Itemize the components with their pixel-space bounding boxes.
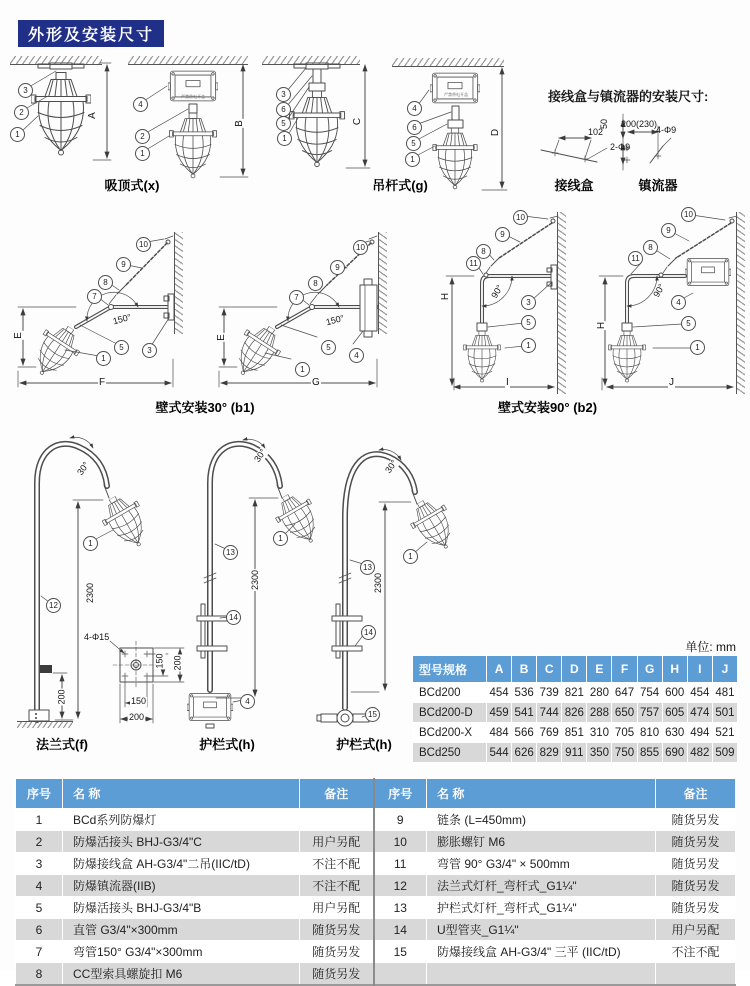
dim-value: 851 — [562, 723, 587, 743]
caption-ballast: 镇流器 — [638, 178, 678, 193]
callout-5: 5 — [681, 316, 696, 331]
part-name: 护栏式灯杆_弯杆式_G1¼" — [427, 897, 656, 919]
parts-table-header-row — [16, 779, 736, 809]
dim-150: 150 — [131, 696, 147, 706]
dim-value: 482 — [687, 743, 712, 763]
dim-col-header: C — [537, 656, 562, 683]
page-title-bar — [18, 20, 164, 47]
dim-value: 750 — [612, 743, 637, 763]
angle-30: 30° — [75, 459, 92, 477]
dim-value: 647 — [612, 683, 637, 703]
callout-4: 4 — [349, 348, 364, 363]
callout-8: 8 — [308, 276, 323, 291]
dim-col-header: I — [687, 656, 712, 683]
dim-col-header: H — [662, 656, 687, 683]
page-title: 外形及安装尺寸 — [27, 27, 154, 44]
callout-1: 1 — [277, 131, 292, 146]
parts-table — [15, 778, 736, 986]
dim-value: 826 — [562, 703, 587, 723]
callout-6: 6 — [276, 102, 291, 117]
dim-F: F — [99, 377, 106, 388]
dim-200-230: 200(230) — [621, 119, 658, 129]
parts-col-header: 备注 — [300, 779, 374, 809]
model-name: BCd200-D — [413, 703, 487, 723]
callout-4: 4 — [407, 101, 422, 116]
part-name: BCd系列防爆灯 — [63, 809, 300, 831]
caption-wall30: 壁式安装30° (b1) — [155, 400, 255, 415]
parts-table-row — [16, 875, 736, 897]
caption-junction-box: 接线盒 — [554, 178, 594, 193]
parts-col-header: 名 称 — [63, 779, 300, 809]
parts-col-header: 序号 — [16, 779, 63, 809]
part-note: 随货另发 — [300, 963, 374, 986]
callout-1: 1 — [521, 338, 536, 353]
dim-value: 810 — [637, 723, 662, 743]
callout-12: 12 — [46, 598, 61, 613]
dim-value: 911 — [562, 743, 587, 763]
parts-table-row — [16, 831, 736, 853]
dim-H: H — [596, 321, 608, 330]
dim-value: 650 — [612, 703, 637, 723]
part-no: 11 — [374, 853, 427, 875]
callout-7: 7 — [289, 290, 304, 305]
dim-value: 544 — [487, 743, 512, 763]
part-name: CC型索具螺旋扣 M6 — [63, 963, 300, 986]
dim-2300: 2300 — [250, 569, 261, 590]
part-no: 12 — [374, 875, 427, 897]
part-no: 8 — [16, 963, 63, 986]
part-name: 法兰式灯杆_弯杆式_G1¼" — [427, 875, 656, 897]
dim-table-row — [413, 723, 738, 743]
dim-50: 50 — [599, 118, 610, 129]
parts-col-header: 序号 — [374, 779, 427, 809]
part-no: 2 — [16, 831, 63, 853]
part-note: 用户另配 — [300, 897, 374, 919]
leader-lines — [477, 216, 552, 348]
dim-value: 821 — [562, 683, 587, 703]
callout-11: 11 — [466, 256, 481, 271]
callout-9: 9 — [116, 257, 131, 272]
dim-A: A — [86, 112, 98, 119]
callout-5: 5 — [521, 315, 536, 330]
callout-2: 2 — [135, 129, 150, 144]
dim-col-header: B — [512, 656, 537, 683]
leader-lines — [265, 241, 369, 359]
callout-1: 1 — [83, 536, 98, 551]
caption-guardrail-2: 护栏式(h) — [336, 737, 392, 752]
dim-G: G — [312, 377, 320, 388]
diagram-ceiling-mount-1 — [10, 56, 115, 186]
callout-4: 4 — [240, 694, 255, 709]
dim-value: 705 — [612, 723, 637, 743]
parts-table-row — [16, 809, 736, 831]
dim-value: 454 — [687, 683, 712, 703]
callout-9: 9 — [661, 223, 676, 238]
part-note: 不注不配 — [300, 875, 374, 897]
dim-table-row — [413, 683, 738, 703]
diagram-wall90-1 — [398, 208, 570, 400]
angle-30: 30° — [252, 446, 269, 464]
dim-2300: 2300 — [373, 572, 384, 593]
part-no: 7 — [16, 941, 63, 963]
dim-H: H — [440, 292, 452, 301]
callout-4: 4 — [133, 97, 148, 112]
callout-13: 13 — [223, 545, 238, 560]
dim-200: 200 — [172, 655, 183, 671]
parts-table-row — [16, 919, 736, 941]
parts-col-header: 备注 — [656, 779, 736, 809]
callout-3: 3 — [18, 83, 33, 98]
caption-wall90: 壁式安装90° (b2) — [497, 400, 598, 415]
dim-col-header: 型号规格 — [413, 656, 487, 683]
dimension-table-header-row — [413, 656, 738, 683]
callout-1: 1 — [96, 351, 111, 366]
dim-value: 501 — [712, 703, 737, 723]
dim-value: 769 — [537, 723, 562, 743]
dim-200: 200 — [56, 689, 67, 705]
leader-lines — [41, 530, 113, 602]
part-no: 3 — [16, 853, 63, 875]
part-no: 1 — [16, 809, 63, 831]
dim-value: 310 — [587, 723, 612, 743]
dim-col-header: A — [487, 656, 512, 683]
part-no: 9 — [374, 809, 427, 831]
callout-6: 6 — [407, 120, 422, 135]
dim-value: 605 — [662, 703, 687, 723]
dim-value: 690 — [662, 743, 687, 763]
diagram-rod-mount — [385, 58, 510, 193]
dim-value: 626 — [512, 743, 537, 763]
dim-value: 541 — [512, 703, 537, 723]
part-note: 随货另发 — [656, 897, 736, 919]
dim-value: 494 — [687, 723, 712, 743]
part-name: 弯管 90° G3/4" × 500mm — [427, 853, 656, 875]
part-name — [427, 963, 656, 986]
dim-value: 454 — [487, 683, 512, 703]
dim-J: J — [669, 377, 674, 388]
angle-150: 150° — [111, 311, 133, 327]
dim-value: 521 — [712, 723, 737, 743]
callout-5: 5 — [406, 136, 421, 151]
dim-table-row — [413, 703, 738, 723]
part-name: 防爆活接头 BHJ-G3/4"C — [63, 831, 300, 853]
caption-rod-mount: 吊杆式(g) — [372, 178, 428, 193]
parts-table-row — [16, 941, 736, 963]
angle-150: 150° — [324, 312, 346, 328]
part-name: U型管夹_G1¼" — [427, 919, 656, 941]
dim-value: 484 — [487, 723, 512, 743]
part-no — [374, 963, 427, 986]
part-note: 不注不配 — [656, 941, 736, 963]
part-note: 不注不配 — [300, 853, 374, 875]
part-no: 13 — [374, 897, 427, 919]
dim-C: C — [352, 117, 364, 126]
dim-value: 855 — [637, 743, 662, 763]
part-note: 随货另发 — [656, 875, 736, 897]
dim-2phi9: 2-Φ9 — [610, 142, 631, 152]
caption-flange: 法兰式(f) — [36, 737, 88, 752]
part-no: 15 — [374, 941, 427, 963]
dim-E: E — [215, 334, 227, 341]
angle-90: 90° — [651, 282, 667, 299]
callout-1: 1 — [690, 340, 705, 355]
part-no: 5 — [16, 897, 63, 919]
part-no: 10 — [374, 831, 427, 853]
callout-14: 14 — [226, 610, 241, 625]
parts-table-row — [16, 963, 736, 986]
part-name: 直管 G3/4"×300mm — [63, 919, 300, 941]
callout-8: 8 — [476, 244, 491, 259]
callout-5: 5 — [276, 116, 291, 131]
part-note: 随货另发 — [656, 853, 736, 875]
dim-2300: 2300 — [85, 582, 96, 603]
dim-4phi15: 4-Φ15 — [84, 632, 110, 642]
callout-8: 8 — [98, 275, 113, 290]
part-note: 随货另发 — [656, 831, 736, 853]
dim-value: 474 — [687, 703, 712, 723]
caption-ceiling-mount: 吸顶式(x) — [104, 178, 160, 193]
callout-1: 1 — [135, 146, 150, 161]
callout-1: 1 — [403, 549, 418, 564]
angle-90: 90° — [489, 283, 505, 300]
callout-9: 9 — [330, 260, 345, 275]
dim-value: 288 — [587, 703, 612, 723]
callout-5: 5 — [321, 340, 336, 355]
dim-E: E — [12, 332, 24, 339]
dim-4phi9: 4-Φ9 — [656, 125, 677, 135]
diagram-wall30-1 — [10, 225, 195, 395]
part-no: 6 — [16, 919, 63, 941]
callout-2: 2 — [14, 105, 29, 120]
callout-5: 5 — [114, 340, 129, 355]
callout-9: 9 — [495, 227, 510, 242]
caption-guardrail-1: 护栏式(h) — [199, 737, 255, 752]
dim-col-header: D — [562, 656, 587, 683]
callout-15: 15 — [365, 707, 380, 722]
parts-col-header: 名 称 — [427, 779, 656, 809]
callout-3: 3 — [521, 295, 536, 310]
part-name: 膨胀螺钉 M6 — [427, 831, 656, 853]
callout-13: 13 — [360, 560, 375, 575]
model-name: BCd200-X — [413, 723, 487, 743]
dim-col-header: E — [587, 656, 612, 683]
leader-lines — [65, 239, 169, 356]
part-note: 随货另发 — [656, 809, 736, 831]
dim-value: 739 — [537, 683, 562, 703]
parts-table-row — [16, 853, 736, 875]
callout-3: 3 — [276, 87, 291, 102]
dim-value: 829 — [537, 743, 562, 763]
callout-3: 3 — [142, 343, 157, 358]
dim-table-row — [413, 743, 738, 763]
dim-col-header: J — [712, 656, 737, 683]
dim-value: 459 — [487, 703, 512, 723]
callout-1: 1 — [10, 127, 25, 142]
callout-8: 8 — [643, 240, 658, 255]
dim-value: 600 — [662, 683, 687, 703]
part-note: 随货另发 — [300, 941, 374, 963]
dim-value: 280 — [587, 683, 612, 703]
callout-1: 1 — [405, 152, 420, 167]
part-name: 链条 (L=450mm) — [427, 809, 656, 831]
dim-value: 350 — [587, 743, 612, 763]
dim-value: 754 — [637, 683, 662, 703]
part-name: 防爆接线盒 AH-G3/4"二吊(IIC/tD) — [63, 853, 300, 875]
callout-10: 10 — [136, 237, 151, 252]
box-warning-text: 严禁带电开盖 — [181, 94, 205, 99]
dim-B: B — [233, 120, 245, 127]
part-note: 随货另发 — [300, 919, 374, 941]
callout-10: 10 — [353, 240, 368, 255]
dim-col-header: G — [637, 656, 662, 683]
callout-10: 10 — [513, 210, 528, 225]
dim-col-header: F — [612, 656, 637, 683]
part-name: 防爆镇流器(IIB) — [63, 875, 300, 897]
angle-30: 30° — [383, 457, 400, 475]
dim-value: 536 — [512, 683, 537, 703]
dim-102: 102 — [588, 127, 604, 137]
model-name: BCd200 — [413, 683, 487, 703]
callout-10: 10 — [681, 207, 696, 222]
callout-1: 1 — [295, 362, 310, 377]
dim-value: 509 — [712, 743, 737, 763]
part-note: 用户另配 — [656, 919, 736, 941]
callout-14: 14 — [361, 625, 376, 640]
part-note — [656, 963, 736, 986]
dim-value: 630 — [662, 723, 687, 743]
callout-1: 1 — [273, 531, 288, 546]
part-no: 14 — [374, 919, 427, 941]
dim-value: 744 — [537, 703, 562, 723]
part-note: 用户另配 — [300, 831, 374, 853]
dim-D: D — [490, 128, 502, 137]
part-name: 防爆接线盒 AH-G3/4" 三平 (IIC/tD) — [427, 941, 656, 963]
install-dims-title: 接线盒与镇流器的安装尺寸: — [548, 89, 709, 104]
leader-lines — [631, 215, 725, 348]
part-name: 弯管150° G3/4"×300mm — [63, 941, 300, 963]
part-no: 4 — [16, 875, 63, 897]
part-note — [300, 809, 374, 831]
callout-11: 11 — [628, 251, 643, 266]
box-warning-text: 严禁带电开盖 — [444, 92, 468, 97]
model-name: BCd250 — [413, 743, 487, 763]
diagram-wall90-2 — [573, 208, 750, 400]
dim-I: I — [506, 377, 509, 388]
dim-value: 481 — [712, 683, 737, 703]
dimension-table — [412, 655, 738, 763]
dim-value: 566 — [512, 723, 537, 743]
part-name: 防爆活接头 BHJ-G3/4"B — [63, 897, 300, 919]
callout-4: 4 — [671, 295, 686, 310]
dim-value: 757 — [637, 703, 662, 723]
dim-200: 200 — [129, 712, 145, 722]
parts-table-row — [16, 897, 736, 919]
unit-note: 单位: mm — [685, 640, 736, 654]
dim-150: 150 — [154, 653, 165, 669]
callout-7: 7 — [87, 289, 102, 304]
